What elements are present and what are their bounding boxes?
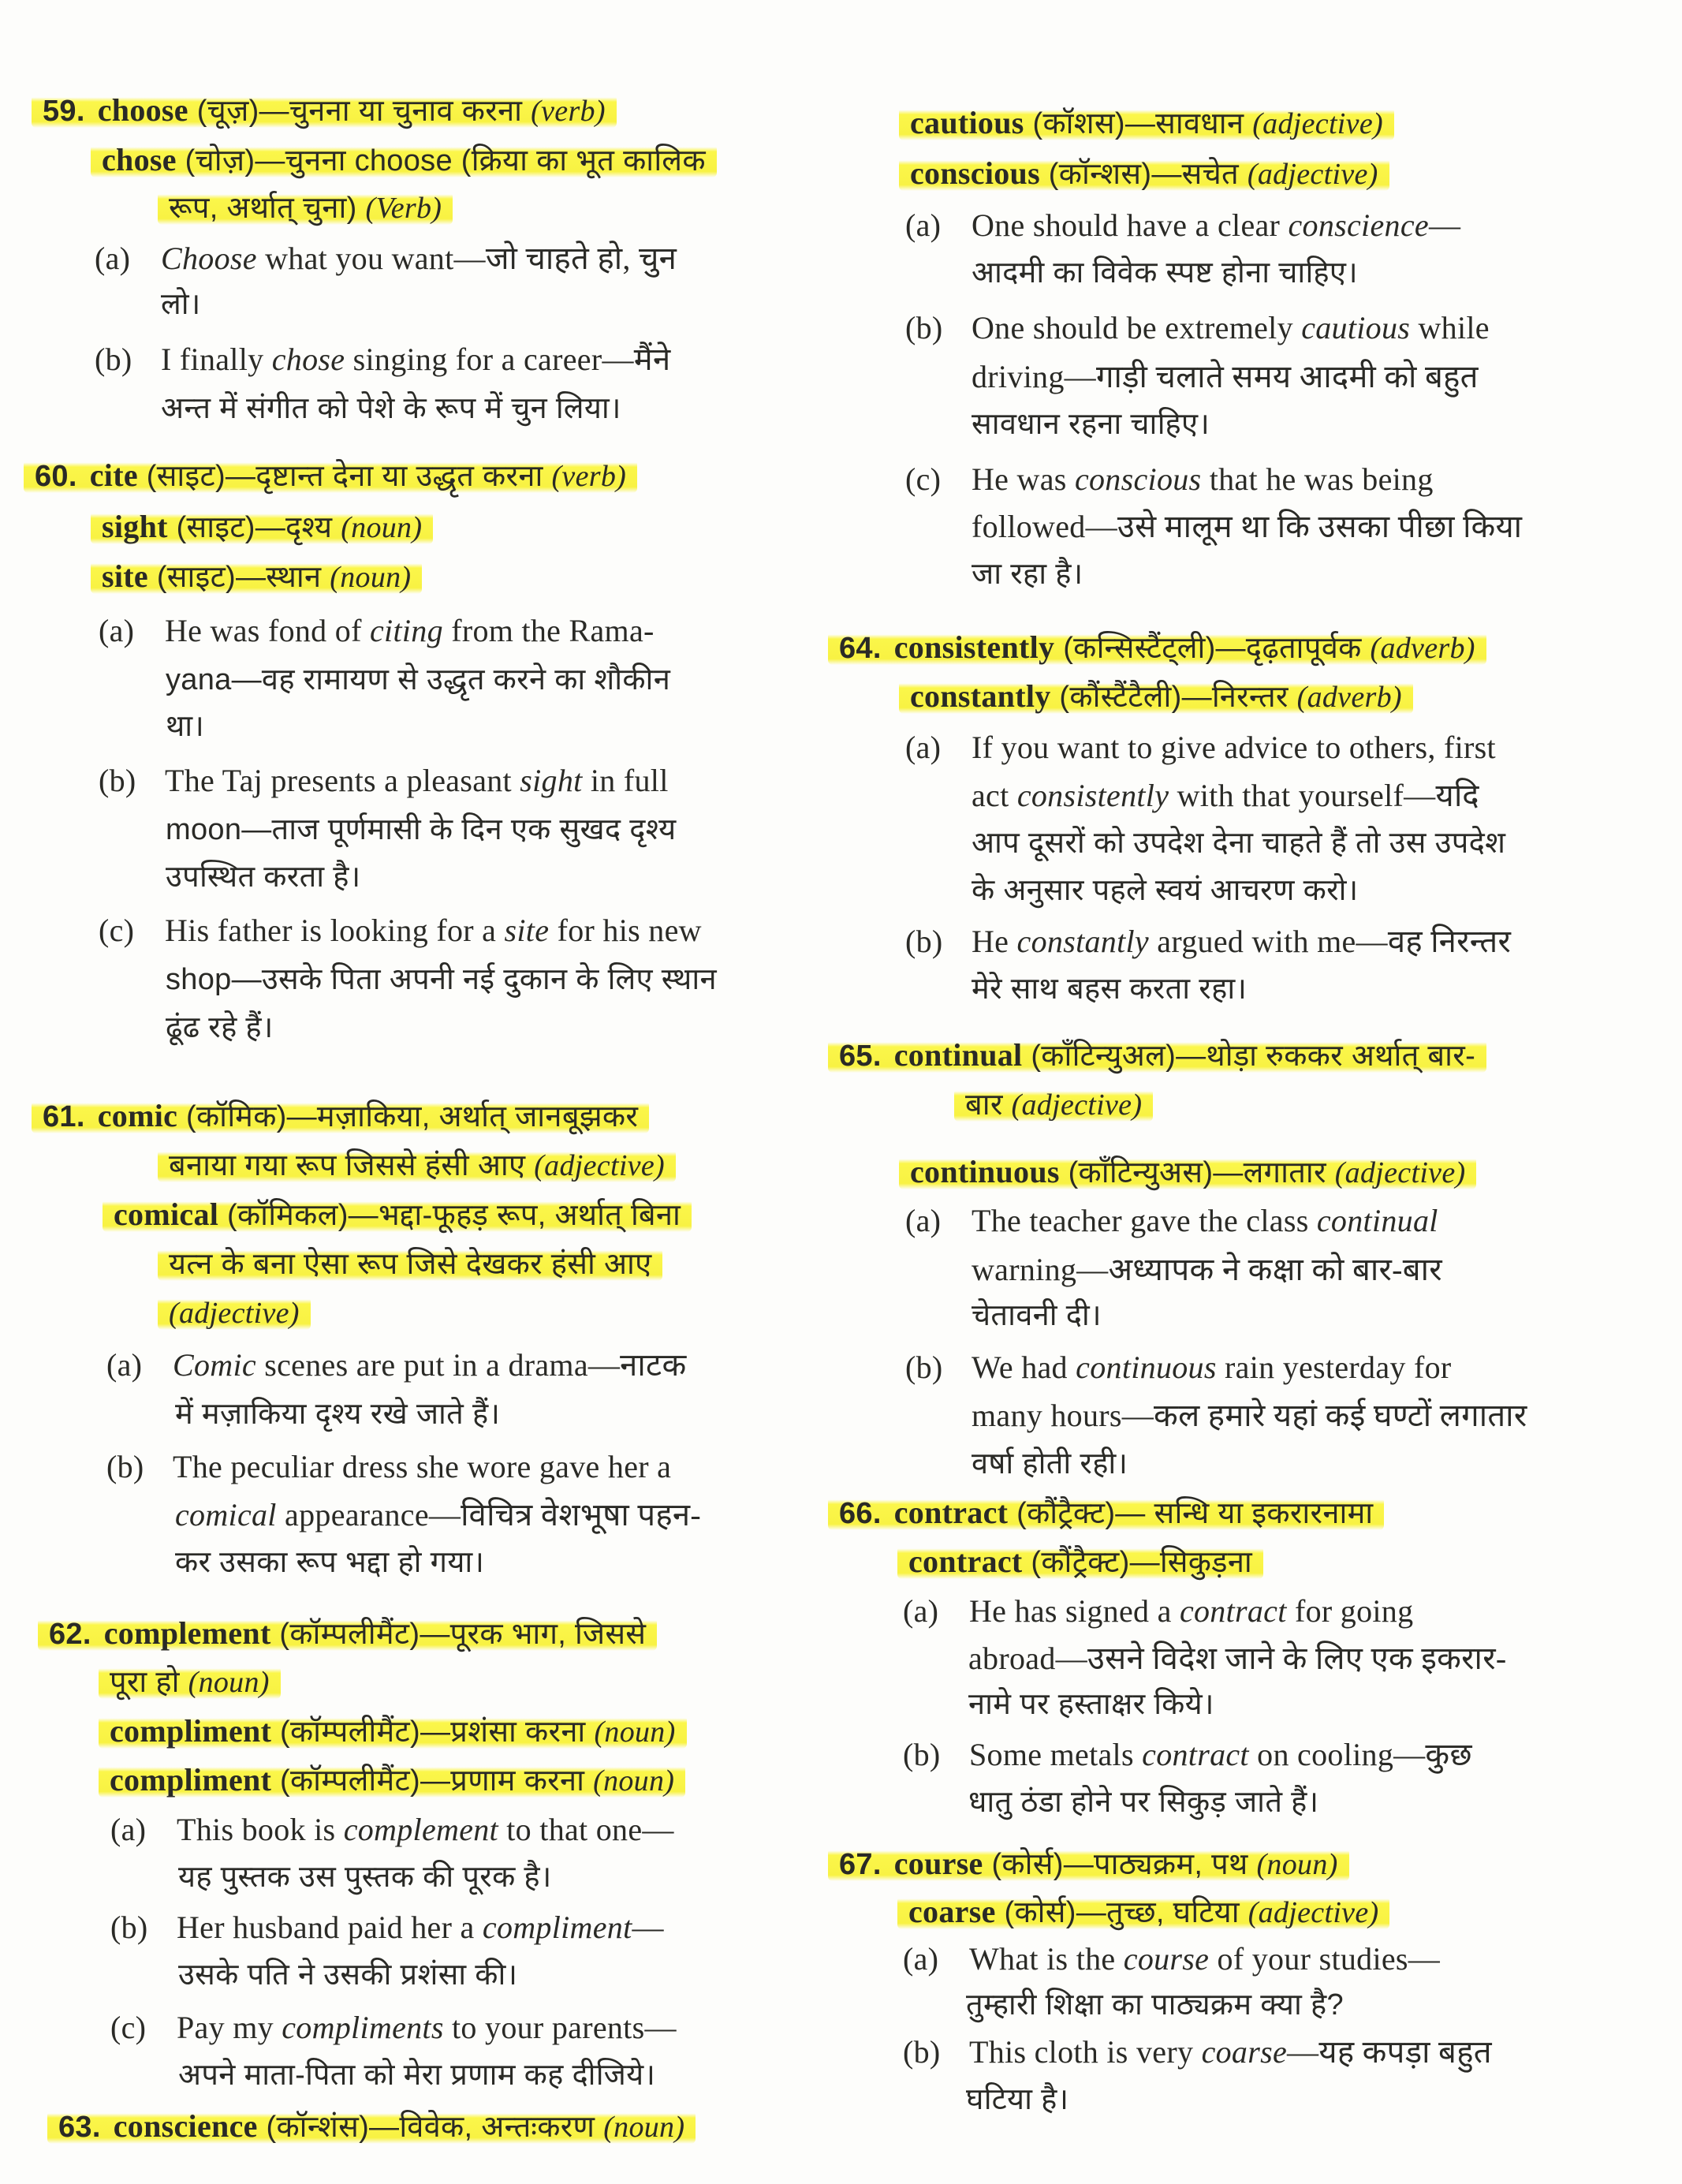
example-text: singing for a career—मैंने — [345, 342, 671, 377]
part-of-speech: (noun) — [1256, 1848, 1338, 1881]
example-67b — [903, 2030, 1492, 2074]
entry-67-variant-line — [897, 1890, 1389, 1935]
example-65a — [905, 1199, 1438, 1243]
example-keyword: Choose — [161, 241, 257, 276]
example-keyword: course — [1123, 1941, 1210, 1977]
part-of-speech: (noun) — [603, 2111, 685, 2144]
example-label: (b) — [110, 1910, 148, 1945]
example-keyword: chose — [271, 342, 345, 377]
part-of-speech: (noun) — [341, 511, 423, 544]
example-text: He was — [972, 461, 1075, 497]
headword: conscious — [910, 155, 1040, 191]
part-of-speech: (verb) — [531, 95, 606, 128]
entry-number: 62. — [49, 1618, 91, 1651]
entry-62-headword-cont — [99, 1660, 281, 1704]
headword: complement — [103, 1615, 271, 1651]
headword: continual — [893, 1037, 1023, 1073]
example-text: to your parents— — [443, 2010, 677, 2045]
part-of-speech: (verb) — [551, 460, 627, 493]
example-59b-cont: अन्त में संगीत को पेशे के रूप में चुन लिया। — [161, 392, 621, 425]
example-text: for his new — [549, 913, 702, 948]
part-of-speech: (noun) — [594, 1715, 676, 1749]
example-59a — [95, 237, 677, 281]
definition: (साइट)—स्थान — [147, 561, 330, 594]
example-keyword: compliment — [482, 1910, 632, 1945]
example-keyword: complement — [343, 1812, 498, 1847]
example-60b-cont2: उपस्थित करता है। — [166, 861, 361, 894]
example-keyword: constantly — [1016, 924, 1149, 959]
entry-number: 66. — [839, 1497, 882, 1530]
example-64b — [905, 920, 1511, 964]
example-text: of your studies— — [1209, 1941, 1441, 1977]
example-61a-cont: में मज़ाकिया दृश्य रखे जाते हैं। — [175, 1398, 501, 1431]
part-of-speech: (adjective) — [1248, 1896, 1379, 1929]
part-of-speech: (adjective) — [169, 1297, 300, 1330]
example-63c-cont2: जा रहा है। — [972, 558, 1083, 591]
example-63c — [905, 457, 1434, 502]
headword: comic — [97, 1098, 178, 1133]
example-65b-cont2: वर्षा होती रही। — [972, 1447, 1128, 1480]
headword: chose — [102, 142, 177, 177]
example-text: I finally — [161, 342, 272, 377]
example-61b-cont2: कर उसका रूप भद्दा हो गया। — [175, 1546, 485, 1579]
example-64a-cont0 — [972, 774, 1479, 818]
example-62a-cont: यह पुस्तक उस पुस्तक की पूरक है। — [178, 1861, 552, 1894]
definition: यत्न के बना ऐसा रूप जिसे देखकर हंसी आए — [158, 1248, 662, 1281]
entry-64-variant-line — [899, 674, 1413, 719]
headword: consistently — [893, 629, 1055, 665]
example-text: One should be extremely — [972, 310, 1302, 345]
example-62c — [110, 2006, 677, 2050]
example-keyword: citing — [370, 613, 443, 648]
headword: compliment — [110, 1762, 272, 1798]
example-label: (a) — [905, 207, 942, 243]
example-text: He has signed a — [969, 1593, 1180, 1629]
example-63c-cont1: followed—उसे मालूम था कि उसका पीछा किया — [972, 509, 1523, 544]
example-keyword: contract — [1142, 1737, 1249, 1772]
headword: course — [893, 1846, 983, 1881]
example-label: (a) — [95, 241, 131, 276]
example-label: (c) — [99, 913, 135, 948]
example-64a-cont1: आप दूसरों को उपदेश देना चाहते हैं तो उस उपदेश — [972, 827, 1506, 860]
example-66a-cont1: abroad—उसने विदेश जाने के लिए एक इकरार- — [968, 1641, 1507, 1676]
definition: (कॉम्पलीमैंट)—प्रणाम करना — [271, 1764, 594, 1798]
example-label: (a) — [99, 613, 135, 648]
example-text: If you want to give advice to others, first — [972, 730, 1496, 765]
example-66b-cont: धातु ठंडा होने पर सिकुड़ जाते हैं। — [968, 1786, 1319, 1819]
example-61b-cont1 — [175, 1493, 701, 1537]
definition: (कॉशस)—सावधान — [1024, 107, 1253, 140]
example-text: what you want—जो चाहते हो, चुन — [256, 241, 677, 276]
entry-65-headword-cont — [954, 1083, 1153, 1127]
example-62c-cont: अपने माता-पिता को मेरा प्रणाम कह दीजिये। — [178, 2059, 656, 2092]
entry-62-headword-line — [38, 1611, 657, 1656]
headword: coarse — [908, 1894, 996, 1929]
part-of-speech: (noun) — [330, 561, 412, 594]
example-64a-cont2: के अनुसार पहले स्वयं आचरण करो। — [972, 874, 1359, 907]
part-of-speech: (noun) — [188, 1666, 270, 1699]
example-text: His father is looking for a — [165, 913, 505, 948]
entry-number: 64. — [839, 632, 882, 665]
definition: (कॉन्शंस)—विवेक, अन्तःकरण — [257, 2111, 604, 2144]
entry-61-headword-line — [32, 1094, 649, 1139]
example-59a-cont: लो। — [161, 288, 201, 321]
example-keyword: compliments — [282, 2010, 444, 2045]
example-65a-cont2: चेतावनी दी। — [972, 1299, 1102, 1332]
definition: (कौंट्रैक्ट)— सन्धि या इकरारनामा — [1008, 1497, 1374, 1530]
entry-60-variant-site — [91, 554, 422, 599]
entry-60-headword-line — [24, 454, 637, 498]
part-of-speech: (noun) — [593, 1764, 675, 1798]
definition: (कॉम्पलीमैंट)—प्रशंसा करना — [271, 1715, 595, 1749]
definition: (कॉमिकल)—भद्दा-फूहड़ रूप, अर्थात् बिना — [218, 1199, 681, 1232]
example-text: The Taj presents a pleasant — [165, 763, 520, 798]
entry-63-variant-cautious — [899, 101, 1394, 146]
example-60a-cont1: yana—वह रामायण से उद्धृत करने का शौकीन — [166, 663, 671, 696]
part-of-speech: (adverb) — [1370, 632, 1475, 665]
example-label: (a) — [905, 730, 942, 765]
entry-67-headword-line — [828, 1842, 1349, 1887]
example-text: Some metals — [969, 1737, 1143, 1772]
definition: (कोर्स)—तुच्छ, घटिया — [995, 1896, 1248, 1929]
entry-61-variant-line — [103, 1193, 692, 1238]
example-label: (b) — [95, 342, 132, 377]
example-keyword: comical — [175, 1497, 277, 1533]
headword: cautious — [910, 105, 1024, 140]
example-text: He — [972, 924, 1017, 959]
example-60a — [99, 609, 655, 653]
definition: (कौंस्टैंटैली)—निरन्तर — [1050, 681, 1297, 714]
entry-59-variant-cont — [158, 186, 453, 230]
entry-59-headword-line — [32, 88, 617, 133]
entry-61-headword-cont — [158, 1144, 676, 1188]
example-text: while — [1410, 310, 1490, 345]
example-63a-cont: आदमी का विवेक स्पष्ट होना चाहिए। — [972, 256, 1358, 289]
definition: (कॉमिक)—मज़ाकिया, अर्थात् जानबूझकर — [177, 1100, 639, 1133]
entry-62-variant-praise — [99, 1709, 687, 1754]
example-label: (b) — [905, 924, 943, 959]
example-text: in full — [582, 763, 669, 798]
example-text: One should have a clear — [972, 207, 1289, 243]
example-62b-cont: उसके पति ने उसकी प्रशंसा की। — [178, 1958, 518, 1992]
definition: (कॉंटिन्युअल)—थोड़ा रुककर अर्थात् बार- — [1022, 1040, 1476, 1073]
example-label: (b) — [106, 1449, 144, 1484]
headword: continuous — [910, 1154, 1060, 1189]
example-66a — [903, 1589, 1413, 1633]
entry-number: 63. — [58, 2111, 101, 2144]
example-text: This cloth is very — [969, 2034, 1202, 2070]
example-62a — [110, 1808, 674, 1852]
example-63b-cont1: driving—गाड़ी चलाते समय आदमी को बहुत — [972, 359, 1479, 394]
definition: (कन्सिस्टैंट्ली)—दृढ़तापूर्वक — [1054, 632, 1371, 665]
example-keyword: cautious — [1301, 310, 1411, 345]
example-64a — [905, 726, 1496, 770]
example-text: The teacher gave the class — [972, 1203, 1317, 1238]
example-text: from the Rama- — [442, 613, 655, 648]
part-of-speech: (adjective) — [534, 1149, 665, 1182]
entry-65-variant-line — [899, 1150, 1476, 1195]
definition: (चोज़)—चुनना choose (क्रिया का भूत कालिक — [176, 144, 706, 177]
definition: (चूज़)—चुनना या चुनाव करना — [188, 95, 531, 128]
part-of-speech: (adjective) — [1252, 107, 1383, 140]
entry-63-headword-line — [47, 2104, 696, 2149]
entry-66-headword-line — [828, 1491, 1384, 1536]
example-text: — — [632, 1910, 664, 1945]
example-keyword: continual — [1316, 1203, 1438, 1238]
part-of-speech: (Verb) — [365, 192, 442, 225]
entry-number: 67. — [839, 1848, 882, 1881]
example-67a — [903, 1937, 1440, 1981]
example-keyword: coarse — [1201, 2034, 1288, 2070]
example-66b — [903, 1733, 1472, 1777]
entry-59-variant-line — [91, 138, 717, 183]
example-text: Her husband paid her a — [177, 1910, 483, 1945]
headword: site — [102, 558, 148, 594]
entry-61-variant-pos — [158, 1291, 311, 1335]
example-text: act — [972, 778, 1017, 813]
entry-62-variant-greeting — [99, 1758, 685, 1803]
example-text: This book is — [177, 1812, 344, 1847]
entry-63-variant-conscious — [899, 151, 1389, 196]
example-label: (a) — [903, 1941, 939, 1977]
example-label: (b) — [905, 310, 943, 345]
example-label: (b) — [99, 763, 136, 798]
example-65b-cont1: many hours—कल हमारे यहां कई घण्टों लगातार — [972, 1398, 1527, 1433]
example-text: argued with me—वह निरन्तर — [1148, 924, 1512, 959]
definition: (कॉंटिन्युअस)—लगातार — [1059, 1156, 1335, 1189]
headword: choose — [97, 92, 188, 128]
example-label: (a) — [905, 1203, 942, 1238]
entry-61-variant-cont — [158, 1242, 662, 1286]
example-61a — [106, 1343, 687, 1387]
entry-number: 60. — [35, 460, 77, 493]
headword: contract — [893, 1495, 1009, 1530]
definition: बार — [965, 1088, 1012, 1122]
example-text: with that yourself—यदि — [1169, 778, 1479, 813]
example-keyword: conscious — [1074, 461, 1202, 497]
example-text: —यह कपड़ा बहुत — [1287, 2034, 1492, 2070]
example-label: (b) — [903, 1737, 941, 1772]
example-60a-cont2: था। — [166, 710, 205, 743]
example-label: (b) — [905, 1350, 943, 1385]
example-label: (a) — [110, 1812, 147, 1847]
headword: comical — [114, 1197, 219, 1232]
example-keyword: Comic — [173, 1347, 256, 1383]
example-label: (c) — [905, 461, 942, 497]
example-60c-cont1: shop—उसके पिता अपनी नई दुकान के लिए स्थान — [166, 963, 717, 996]
definition: पूरा हो — [110, 1666, 188, 1699]
example-60b — [99, 759, 669, 803]
entry-66-variant-line — [897, 1540, 1263, 1585]
headword: contract — [908, 1544, 1023, 1579]
example-keyword: site — [504, 913, 550, 948]
entry-number: 61. — [43, 1100, 85, 1133]
example-keyword: consistently — [1016, 778, 1169, 813]
example-60c — [99, 909, 702, 953]
part-of-speech: (adjective) — [1011, 1088, 1143, 1122]
example-text: We had — [972, 1350, 1076, 1385]
example-text: rain yesterday for — [1216, 1350, 1452, 1385]
example-text: The peculiar dress she wore gave her a — [173, 1449, 672, 1484]
example-label: (a) — [106, 1347, 143, 1383]
example-62b — [110, 1906, 664, 1950]
part-of-speech: (adverb) — [1296, 681, 1402, 714]
example-65a-cont1: warning—अध्यापक ने कक्षा को बार-बार — [972, 1252, 1442, 1287]
example-keyword: sight — [520, 763, 583, 798]
headword: cite — [89, 457, 138, 493]
example-text: He was fond of — [165, 613, 370, 648]
example-59b — [95, 338, 670, 382]
example-63b — [905, 306, 1490, 350]
example-63a — [905, 203, 1460, 248]
example-67b-cont: घटिया है। — [966, 2083, 1069, 2116]
entry-64-headword-line — [828, 625, 1486, 670]
headword: conscience — [113, 2108, 258, 2144]
headword: constantly — [910, 678, 1051, 714]
definition: (कौंट्रैक्ट)—सिकुड़ना — [1022, 1546, 1253, 1579]
part-of-speech: (adjective) — [1334, 1156, 1466, 1189]
example-66a-cont2: नामे पर हस्ताक्षर किये। — [968, 1688, 1214, 1721]
definition: (कॉन्शस)—सचेत — [1039, 158, 1248, 191]
entry-number: 65. — [839, 1040, 882, 1073]
example-text: for going — [1286, 1593, 1414, 1629]
example-67a-cont: तुम्हारी शिक्षा का पाठ्यक्रम क्या है? — [966, 1988, 1344, 2022]
definition: (साइट)—दृष्टान्त देना या उद्धृत करना — [137, 460, 552, 493]
example-label: (b) — [903, 2034, 941, 2070]
example-label: (a) — [903, 1593, 939, 1629]
example-61b — [106, 1445, 671, 1489]
entry-number: 59. — [43, 95, 85, 128]
example-text: on cooling—कुछ — [1248, 1737, 1472, 1772]
part-of-speech: (adjective) — [1247, 158, 1378, 191]
example-keyword: contract — [1179, 1593, 1287, 1629]
example-63b-cont2: सावधान रहना चाहिए। — [972, 408, 1210, 441]
example-text: that he was being — [1201, 461, 1434, 497]
entry-65-headword-line — [828, 1033, 1486, 1078]
definition: (कॉम्पलीमैंट)—पूरक भाग, जिससे — [270, 1618, 647, 1651]
example-text: to that one— — [498, 1812, 674, 1847]
example-64b-cont: मेरे साथ बहस करता रहा। — [972, 973, 1248, 1006]
example-keyword: continuous — [1076, 1350, 1217, 1385]
example-text: appearance—विचित्र वेशभूषा पहन- — [276, 1497, 702, 1533]
example-text: scenes are put in a drama—नाटक — [255, 1347, 687, 1383]
example-label: (c) — [110, 2010, 147, 2045]
example-text: — — [1428, 207, 1461, 243]
definition: रूप, अर्थात् चुना) — [169, 192, 366, 225]
headword: compliment — [110, 1713, 272, 1749]
headword: sight — [102, 509, 168, 544]
example-keyword: conscience — [1288, 207, 1429, 243]
example-60b-cont1: moon—ताज पूर्णमासी के दिन एक सुखद दृश्य — [166, 813, 677, 846]
entry-60-variant-sight — [91, 505, 433, 550]
example-65b — [905, 1346, 1452, 1390]
definition: बनाया गया रूप जिससे हंसी आए — [169, 1149, 535, 1182]
example-text: Pay my — [177, 2010, 282, 2045]
definition: (कोर्स)—पाठ्यक्रम, पथ — [983, 1848, 1257, 1881]
example-text: What is the — [969, 1941, 1124, 1977]
example-60c-cont2: ढूंढ रहे हैं। — [166, 1011, 274, 1044]
definition: (साइट)—दृश्य — [167, 511, 341, 544]
